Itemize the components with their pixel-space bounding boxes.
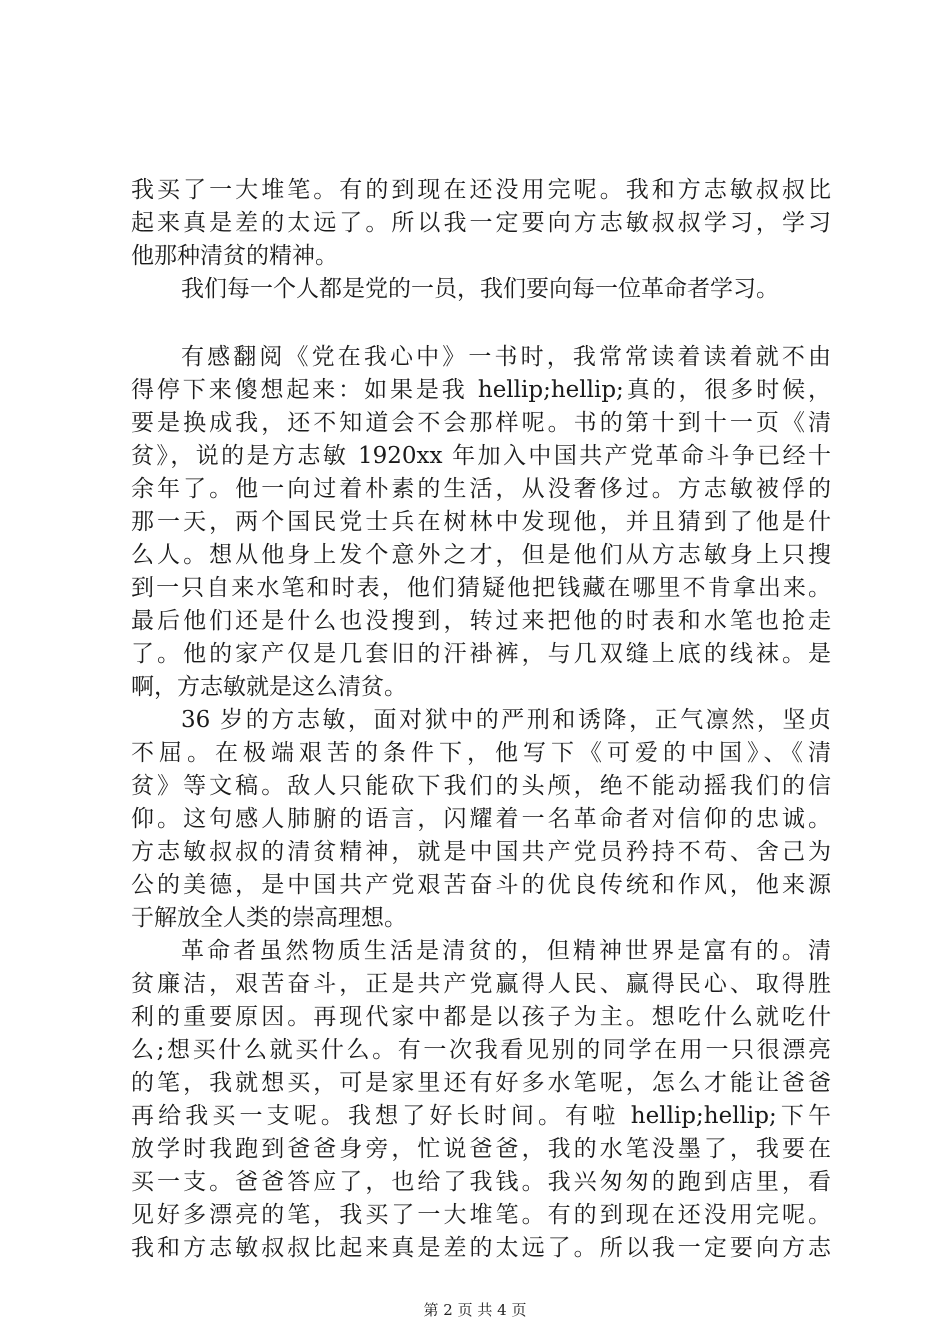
text-line: 得停下来傻想起来：如果是我 hellip;hellip;真的，很多时候， bbox=[131, 377, 831, 403]
paragraph-gap bbox=[131, 306, 831, 341]
text-line: 贫》等文稿。敌人只能砍下我们的头颅，绝不能动摇我们的信 bbox=[131, 773, 831, 799]
text-line: 不屈。在极端艰苦的条件下，他写下《可爱的中国》、《清 bbox=[131, 740, 831, 766]
text-line: 仰。这句感人肺腑的语言，闪耀着一名革命者对信仰的忠诚。 bbox=[131, 806, 831, 832]
text-line: 要是换成我，还不知道会不会那样呢。书的第十到十一页《清 bbox=[131, 410, 831, 436]
text-line: 起来真是差的太远了。所以我一定要向方志敏叔叔学习，学习 bbox=[131, 210, 831, 236]
text-line: 公的美德，是中国共产党艰苦奋斗的优良传统和作风，他来源 bbox=[131, 872, 831, 898]
text-line: 贫廉洁，艰苦奋斗，正是共产党赢得人民、赢得民心、取得胜 bbox=[131, 971, 831, 997]
text-line: 见好多漂亮的笔，我买了一大堆笔。有的到现在还没用完呢。 bbox=[131, 1202, 831, 1228]
text-line: 于解放全人类的崇高理想。 bbox=[131, 905, 407, 931]
page-number-label: 第 2 页 共 4 页 bbox=[423, 1301, 527, 1319]
text-line: 再给我买一支呢。我想了好长时间。有啦 hellip;hellip;下午 bbox=[131, 1103, 831, 1129]
text-line: 我和方志敏叔叔比起来真是差的太远了。所以我一定要向方志 bbox=[131, 1235, 831, 1261]
text-line: 了。他的家产仅是几套旧的汗褂裤，与几双缝上底的线袜。是 bbox=[131, 641, 831, 667]
text-line: 到一只自来水笔和时表，他们猜疑他把钱藏在哪里不肯拿出来。 bbox=[131, 575, 831, 601]
text-line: 36 岁的方志敏，面对狱中的严刑和诱降，正气凛然，坚贞 bbox=[181, 707, 831, 733]
text-line: 买一支。爸爸答应了，也给了我钱。我兴匆匆的跑到店里，看 bbox=[131, 1169, 831, 1195]
text-line: 放学时我跑到爸爸身旁，忙说爸爸，我的水笔没墨了，我要在 bbox=[131, 1136, 831, 1162]
text-line: 最后他们还是什么也没搜到，转过来把他的时表和水笔也抢走 bbox=[131, 608, 831, 634]
text-line: 么人。想从他身上发个意外之才，但是他们从方志敏身上只搜 bbox=[131, 542, 831, 568]
text-line: 革命者虽然物质生活是清贫的，但精神世界是富有的。清 bbox=[181, 938, 831, 964]
text-line: 余年了。他一向过着朴素的生活，从没奢侈过。方志敏被俘的 bbox=[131, 476, 831, 502]
text-line: 的笔，我就想买，可是家里还有好多水笔呢，怎么才能让爸爸 bbox=[131, 1070, 831, 1096]
text-line: 么;想买什么就买什么。有一次我看见别的同学在用一只很漂亮 bbox=[131, 1037, 831, 1063]
text-line: 他那种清贫的精神。 bbox=[131, 243, 338, 269]
text-line: 啊，方志敏就是这么清贫。 bbox=[131, 674, 407, 700]
text-line: 我买了一大堆笔。有的到现在还没用完呢。我和方志敏叔叔比 bbox=[131, 177, 831, 203]
text-line: 方志敏叔叔的清贫精神，就是中国共产党员矜持不苟、舍己为 bbox=[131, 839, 831, 865]
text-line: 贫》，说的是方志敏 1920xx 年加入中国共产党革命斗争已经十 bbox=[131, 443, 831, 469]
page-footer bbox=[0, 1300, 950, 1320]
text-line: 那一天，两个国民党士兵在树林中发现他，并且猜到了他是什 bbox=[131, 509, 831, 535]
document-body bbox=[131, 174, 831, 1265]
text-line: 利的重要原因。再现代家中都是以孩子为主。想吃什么就吃什 bbox=[131, 1004, 831, 1030]
text-line: 有感翻阅《党在我心中》一书时，我常常读着读着就不由 bbox=[181, 344, 831, 370]
text-line: 我们每一个人都是党的一员，我们要向每一位革命者学习。 bbox=[181, 276, 779, 302]
